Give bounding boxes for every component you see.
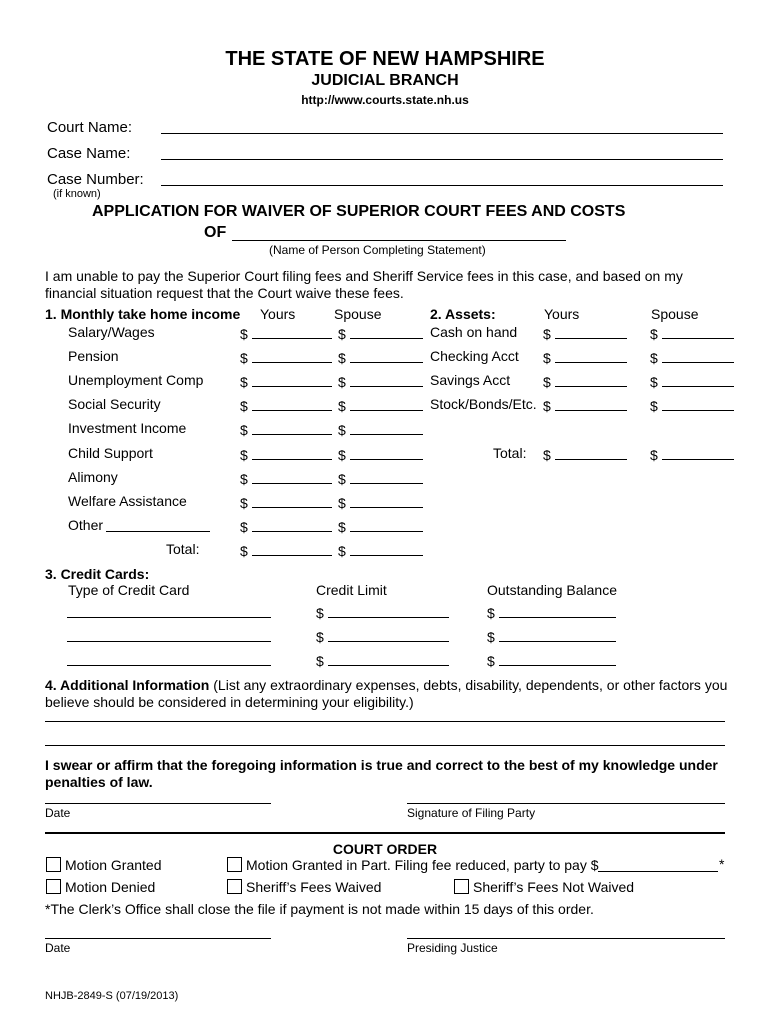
income-heading: 1. Monthly take home income <box>45 306 241 322</box>
amount-blank[interactable] <box>350 396 423 411</box>
motion-granted-label: Motion Granted <box>65 857 162 873</box>
oath-date-line[interactable] <box>45 803 271 804</box>
amount-blank[interactable] <box>555 396 627 411</box>
income-row-label: Welfare Assistance <box>68 493 187 509</box>
credit-heading: 3. Credit Cards: <box>45 566 150 582</box>
fee-asterisk: * <box>719 856 725 872</box>
sheriff-not-waived-checkbox[interactable] <box>454 879 469 894</box>
amount-blank[interactable] <box>662 372 734 387</box>
amount-blank[interactable] <box>350 493 423 508</box>
credit-col-type: Type of Credit Card <box>68 582 190 598</box>
assets-col-spouse: Spouse <box>651 306 699 322</box>
currency-sign: $ <box>338 543 346 559</box>
currency-sign: $ <box>543 326 551 342</box>
case-number-label: Case Number: <box>47 171 144 188</box>
additional-text-1: (List any extraordinary expenses, debts, disability, dependents, or other factors you <box>209 677 728 693</box>
asset-spouse-field[interactable] <box>650 324 734 342</box>
income-yours-field[interactable] <box>240 420 332 438</box>
applicant-name-line[interactable] <box>232 240 566 241</box>
currency-sign: $ <box>650 350 658 366</box>
income-row-label: Pension <box>68 348 119 364</box>
amount-blank[interactable] <box>252 517 332 532</box>
currency-sign: $ <box>240 447 248 463</box>
asset-yours-field[interactable] <box>543 348 627 366</box>
amount-blank[interactable] <box>662 445 734 460</box>
income-row-label: Alimony <box>68 469 118 485</box>
asset-yours-field[interactable] <box>543 372 627 390</box>
income-total-spouse[interactable] <box>338 541 423 559</box>
currency-sign: $ <box>316 653 324 669</box>
amount-blank[interactable] <box>662 324 734 339</box>
amount-blank[interactable] <box>252 372 332 387</box>
additional-info-line-1 <box>45 677 727 693</box>
currency-sign: $ <box>240 374 248 390</box>
additional-text-2: believe should be considered in determining your eligibility.) <box>45 694 414 710</box>
currency-sign: $ <box>650 398 658 414</box>
income-yours-field[interactable] <box>240 396 332 414</box>
income-yours-field[interactable] <box>240 372 332 390</box>
amount-blank[interactable] <box>350 469 423 484</box>
case-number-line[interactable] <box>161 185 723 186</box>
income-spouse-field[interactable] <box>338 372 423 390</box>
credit-card-type-line[interactable] <box>67 665 271 666</box>
currency-sign: $ <box>487 629 495 645</box>
currency-sign: $ <box>543 374 551 390</box>
currency-sign: $ <box>650 374 658 390</box>
court-url[interactable]: http://www.courts.state.nh.us <box>301 93 469 107</box>
asset-spouse-field[interactable] <box>650 372 734 390</box>
amount-blank[interactable] <box>555 324 627 339</box>
court-name-line[interactable] <box>161 133 723 134</box>
amount-blank[interactable] <box>499 627 616 642</box>
amount-blank[interactable] <box>350 445 423 460</box>
additional-line-2[interactable] <box>45 745 725 746</box>
income-spouse-field[interactable] <box>338 396 423 414</box>
income-row-label: Child Support <box>68 445 153 461</box>
amount-blank[interactable] <box>252 324 332 339</box>
of-label: OF <box>204 224 227 241</box>
income-total-label: Total: <box>166 541 200 557</box>
asset-total-spouse[interactable] <box>650 445 734 463</box>
amount-blank[interactable] <box>252 541 332 556</box>
oath-signature-line[interactable] <box>407 803 725 804</box>
amount-blank[interactable] <box>350 348 423 363</box>
currency-sign: $ <box>338 495 346 511</box>
income-yours-field[interactable] <box>240 517 332 535</box>
income-spouse-field[interactable] <box>338 324 423 342</box>
additional-line-1[interactable] <box>45 721 725 722</box>
currency-sign: $ <box>338 350 346 366</box>
asset-row-label: Savings Acct <box>430 372 511 388</box>
currency-sign: $ <box>338 374 346 390</box>
income-row-label: Social Security <box>68 396 161 412</box>
amount-blank[interactable] <box>499 651 616 666</box>
asset-total-yours[interactable] <box>543 445 627 463</box>
sheriff-waived-label: Sheriff’s Fees Waived <box>246 879 382 895</box>
other-specify-blank[interactable] <box>106 517 210 532</box>
amount-blank[interactable] <box>555 372 627 387</box>
additional-heading: 4. Additional Information <box>45 677 210 693</box>
amount-blank[interactable] <box>662 396 734 411</box>
currency-sign: $ <box>240 519 248 535</box>
currency-sign: $ <box>338 398 346 414</box>
asset-row-label: Cash on hand <box>430 324 518 340</box>
credit-balance-field[interactable] <box>487 651 616 669</box>
amount-blank[interactable] <box>252 348 332 363</box>
amount-blank[interactable] <box>350 517 423 532</box>
order-date-line[interactable] <box>45 938 271 939</box>
asset-yours-field[interactable] <box>543 324 627 342</box>
amount-blank[interactable] <box>555 445 627 460</box>
state-title: THE STATE OF NEW HAMPSHIRE <box>225 48 545 70</box>
order-date-label: Date <box>45 941 71 955</box>
motion-granted-part-checkbox[interactable] <box>227 857 242 872</box>
branch-title: JUDICIAL BRANCH <box>311 72 459 89</box>
form-id: NHJB-2849-S (07/19/2013) <box>45 990 179 1002</box>
assets-heading: 2. Assets: <box>430 306 496 322</box>
income-spouse-field[interactable] <box>338 469 423 487</box>
court-name-label: Court Name: <box>47 119 133 136</box>
income-yours-field[interactable] <box>240 469 332 487</box>
intro-line-1: I am unable to pay the Superior Court filing fees and Sheriff Service fees in this case, and based on my <box>45 268 683 284</box>
asset-row-label: Stock/Bonds/Etc. <box>430 396 537 412</box>
currency-sign: $ <box>338 422 346 438</box>
amount-blank[interactable] <box>499 603 616 618</box>
income-row-label: Investment Income <box>68 420 187 436</box>
motion-granted-checkbox[interactable] <box>46 857 61 872</box>
currency-sign: $ <box>240 422 248 438</box>
court-order-divider <box>45 832 725 834</box>
asset-spouse-field[interactable] <box>650 348 734 366</box>
income-spouse-field[interactable] <box>338 517 423 535</box>
currency-sign: $ <box>543 350 551 366</box>
justice-label: Presiding Justice <box>407 941 498 955</box>
amount-blank[interactable] <box>328 627 449 642</box>
currency-sign: $ <box>338 471 346 487</box>
amount-blank[interactable] <box>555 348 627 363</box>
currency-sign: $ <box>650 447 658 463</box>
application-title: APPLICATION FOR WAIVER OF SUPERIOR COURT FEES AND COSTS <box>92 203 626 220</box>
income-col-yours: Yours <box>260 306 296 322</box>
currency-sign: $ <box>240 398 248 414</box>
amount-blank[interactable] <box>252 469 332 484</box>
currency-sign: $ <box>338 447 346 463</box>
currency-sign: $ <box>316 605 324 621</box>
asset-yours-field[interactable] <box>543 396 627 414</box>
credit-col-balance: Outstanding Balance <box>487 582 617 598</box>
court-order-heading: COURT ORDER <box>332 841 438 857</box>
currency-sign: $ <box>650 326 658 342</box>
if-known-note: (if known) <box>53 188 101 200</box>
motion-denied-label: Motion Denied <box>65 879 156 895</box>
currency-sign: $ <box>240 326 248 342</box>
amount-blank[interactable] <box>350 420 423 435</box>
credit-card-type-line[interactable] <box>67 617 271 618</box>
fee-amount-line[interactable] <box>598 871 718 872</box>
credit-limit-field[interactable] <box>316 651 449 669</box>
sheriff-waived-checkbox[interactable] <box>227 879 242 894</box>
motion-granted-part-label: Motion Granted in Part. Filing fee reduced, party to pay $ <box>246 857 599 873</box>
case-name-line[interactable] <box>161 159 723 160</box>
income-spouse-field[interactable] <box>338 420 423 438</box>
name-hint: (Name of Person Completing Statement) <box>269 243 486 257</box>
amount-blank[interactable] <box>328 603 449 618</box>
income-row-label: Salary/Wages <box>68 324 155 340</box>
currency-sign: $ <box>240 543 248 559</box>
oath-signature-label: Signature of Filing Party <box>407 806 536 820</box>
clerk-note: *The Clerk’s Office shall close the file if payment is not made within 15 days of this order. <box>45 901 594 917</box>
income-yours-field[interactable] <box>240 348 332 366</box>
intro-line-2: financial situation request that the Court waive these fees. <box>45 285 404 301</box>
currency-sign: $ <box>543 398 551 414</box>
justice-signature-line[interactable] <box>407 938 725 939</box>
amount-blank[interactable] <box>350 324 423 339</box>
sheriff-not-waived-label: Sheriff’s Fees Not Waived <box>473 879 635 895</box>
currency-sign: $ <box>338 519 346 535</box>
income-spouse-field[interactable] <box>338 445 423 463</box>
credit-balance-field[interactable] <box>487 627 616 645</box>
credit-col-limit: Credit Limit <box>316 582 387 598</box>
income-row-label: Other <box>68 517 104 533</box>
income-spouse-field[interactable] <box>338 348 423 366</box>
credit-limit-field[interactable] <box>316 603 449 621</box>
currency-sign: $ <box>240 495 248 511</box>
currency-sign: $ <box>543 447 551 463</box>
amount-blank[interactable] <box>252 493 332 508</box>
income-total-yours[interactable] <box>240 541 332 559</box>
currency-sign: $ <box>487 605 495 621</box>
amount-blank[interactable] <box>252 445 332 460</box>
amount-blank[interactable] <box>252 396 332 411</box>
assets-col-yours: Yours <box>544 306 580 322</box>
credit-limit-field[interactable] <box>316 627 449 645</box>
currency-sign: $ <box>240 350 248 366</box>
income-yours-field[interactable] <box>240 324 332 342</box>
credit-balance-field[interactable] <box>487 603 616 621</box>
oath-line-2: penalties of law. <box>45 774 153 790</box>
motion-denied-checkbox[interactable] <box>46 879 61 894</box>
currency-sign: $ <box>316 629 324 645</box>
asset-total-label: Total: <box>493 445 527 461</box>
case-name-label: Case Name: <box>47 145 131 162</box>
currency-sign: $ <box>240 471 248 487</box>
currency-sign: $ <box>487 653 495 669</box>
amount-blank[interactable] <box>662 348 734 363</box>
income-col-spouse: Spouse <box>334 306 382 322</box>
income-row-label: Unemployment Comp <box>68 372 204 388</box>
amount-blank[interactable] <box>350 541 423 556</box>
amount-blank[interactable] <box>350 372 423 387</box>
amount-blank[interactable] <box>328 651 449 666</box>
income-yours-field[interactable] <box>240 493 332 511</box>
oath-date-label: Date <box>45 806 71 820</box>
income-yours-field[interactable] <box>240 445 332 463</box>
asset-row-label: Checking Acct <box>430 348 519 364</box>
currency-sign: $ <box>338 326 346 342</box>
credit-card-type-line[interactable] <box>67 641 271 642</box>
asset-spouse-field[interactable] <box>650 396 734 414</box>
oath-line-1: I swear or affirm that the foregoing information is true and correct to the best of my knowledge under <box>45 757 718 773</box>
amount-blank[interactable] <box>252 420 332 435</box>
income-spouse-field[interactable] <box>338 493 423 511</box>
